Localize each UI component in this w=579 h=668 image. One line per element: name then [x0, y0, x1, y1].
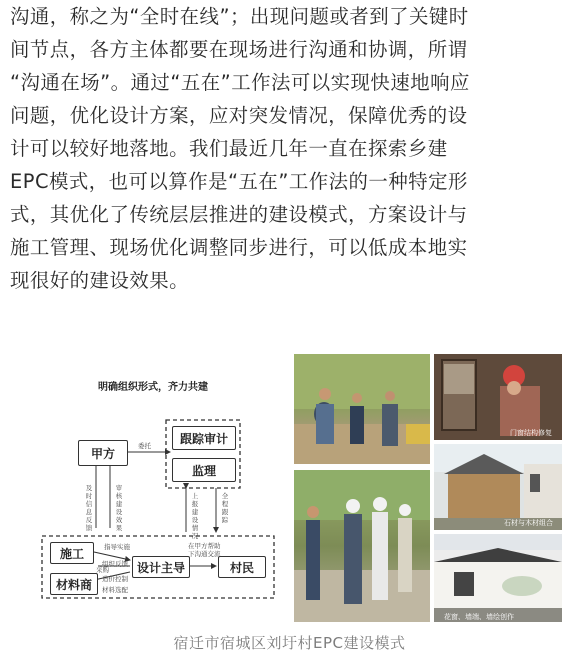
materials-box: 材料商 — [50, 573, 98, 595]
follow-label: 全程跟踪 — [221, 492, 229, 524]
photo-caption: 门窗结构修复 — [510, 429, 552, 437]
report-label: 上报建设情况 — [191, 492, 199, 540]
photo-stone-wood — [434, 444, 562, 530]
photo-caption: 石材与木材组合 — [504, 519, 553, 527]
supervision-box: 监理 — [172, 458, 236, 482]
photo-site-visit — [294, 354, 430, 464]
organize-label: 组织反馈 — [102, 560, 128, 568]
text-line: 式，其优化了传统层层推进的建设模式，方案设计与 — [10, 203, 468, 226]
text-line: 施工管理、现场优化调整同步进行，可以低成本地实 — [10, 236, 468, 259]
text-line: EPC模式，也可以算作是“五在”工作法的一种特定形 — [10, 170, 468, 193]
help-a-label: 在甲方帮助 — [188, 542, 221, 550]
procure-label: 采购 — [96, 566, 109, 574]
article-body — [10, 0, 576, 297]
photo-window-repair — [434, 354, 562, 440]
feedback-label: 及时信息反馈 — [85, 484, 93, 532]
design-lead-box: 设计主导 — [132, 556, 190, 578]
guide-impl-label: 指导实施 — [104, 543, 130, 551]
text-line: “沟通在场”。通过“五在”工作法可以实现快速地响应 — [10, 71, 470, 94]
party-a-box: 甲方 — [78, 440, 128, 466]
text-line: 问题，优化设计方案，应对突发情况，保障优秀的设 — [10, 104, 468, 127]
villagers-box: 村民 — [218, 556, 266, 578]
diagram-title: 明确组织形式，齐力共建 — [98, 382, 208, 393]
convey-label: 下沟通交流 — [188, 550, 221, 558]
photo-collage — [294, 354, 562, 622]
material-select-label: 材料选配 — [102, 586, 128, 594]
review-label: 审核建设效果 — [115, 484, 123, 532]
photo-caption: 花窗、墙端、墙绘创作 — [444, 613, 514, 621]
organization-diagram — [38, 370, 288, 620]
construction-box: 施工 — [50, 542, 94, 564]
text-line: 计可以较好地落地。我们最近几年一直在探索乡建 — [10, 137, 448, 160]
photo-hardhat-inspection — [294, 470, 430, 622]
photo-mural-wall — [434, 534, 562, 622]
text-line: 沟通，称之为“全时在线”；出现问题或者到了关键时 — [10, 5, 469, 28]
entrust-label: 委托 — [138, 442, 151, 450]
image-caption: 宿迁市宿城区刘圩村EPC建设模式 — [173, 634, 406, 652]
design-ctrl-label: 造价控制 — [102, 575, 128, 583]
tracking-audit-box: 跟踪审计 — [172, 426, 236, 450]
text-line: 间节点，各方主体都要在现场进行沟通和协调，所谓 — [10, 38, 468, 61]
text-line: 现很好的建设效果。 — [10, 269, 190, 292]
article-paragraph — [10, 0, 576, 297]
